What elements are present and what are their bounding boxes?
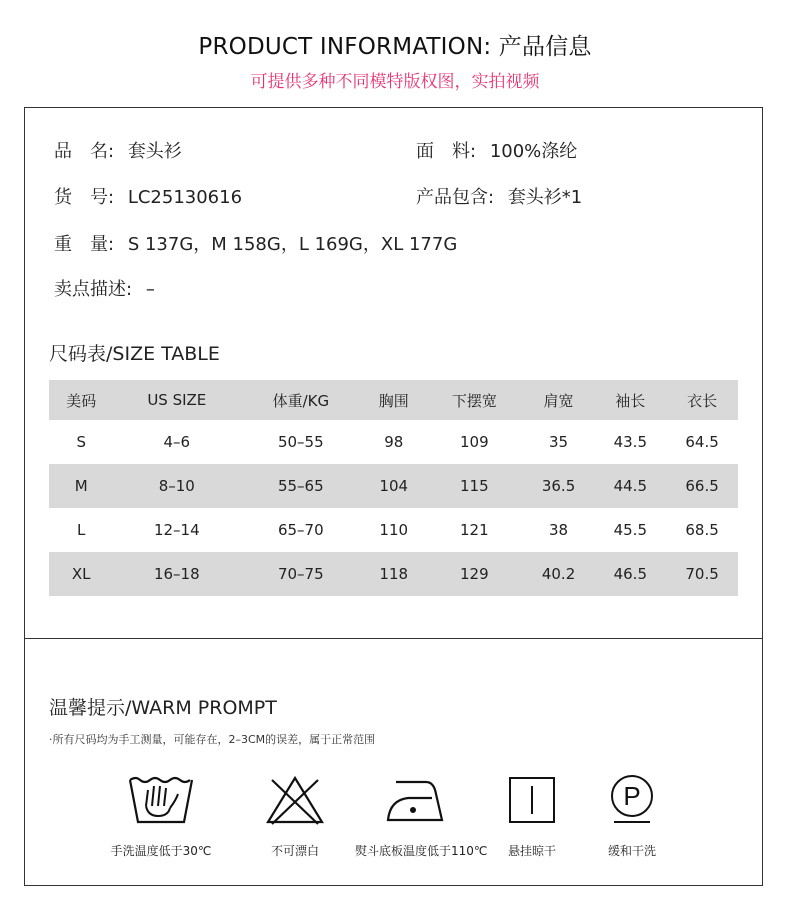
info-description [54,275,155,301]
table-cell: 4–6 [163,433,191,451]
size-table-title: 尺码表/SIZE TABLE [49,343,220,365]
table-cell: 65–70 [277,521,324,539]
table-header-cell: 体重/KG [240,380,361,420]
table-header-cell: 美码 [49,380,113,420]
hang-dry-label: 悬挂晾干 [507,844,556,858]
table-cell: 46.5 [594,552,666,596]
weight-value: S 137G，M 158G，L 169G，XL 177G [127,234,458,255]
table-cell: 70.5 [666,552,738,596]
table-header-row [49,380,738,420]
fabric-label: 面 料: [416,141,477,162]
page-subtitle: 可提供多种不同模特版权图，实拍视频 [250,72,540,92]
package-value: 套头衫*1 [507,187,583,208]
page-title: PRODUCT INFORMATION: 产品信息 [198,34,592,60]
table-cell: 70–75 [240,552,361,596]
table-cell: 109 [460,433,489,451]
table-cell: L [77,521,86,539]
package-label: 产品包含: [416,187,495,208]
sku-label: 货 号: [54,187,115,208]
care-item-hand-wash [101,772,221,859]
section-divider [24,638,763,639]
description-value: – [145,279,155,300]
table-cell: 121 [460,521,489,539]
iron-icon [382,772,448,828]
info-sku [54,183,242,209]
table-cell: 45.5 [613,521,647,539]
care-item-dry-clean [572,772,692,859]
table-cell: 55–65 [240,464,361,508]
table-cell: 35 [549,433,569,451]
dry-clean-label: 缓和干洗 [607,844,656,858]
table-header-cell: 下摆宽 [426,380,523,420]
dry-clean-icon [604,772,660,828]
svg-text:P: P [623,781,641,811]
table-cell: 12–14 [153,521,200,539]
table-cell: 110 [379,521,409,539]
warm-prompt-title: 温馨提示/WARM PROMPT [49,697,277,719]
table-cell: 44.5 [594,464,666,508]
table-cell: 64.5 [685,433,719,451]
hand-wash-label: 手洗温度低于30℃ [110,844,212,858]
care-item-no-bleach [235,772,355,859]
info-weight [54,230,457,256]
weight-label: 重 量: [54,234,115,255]
fabric-value: 100%涤纶 [489,141,578,162]
iron-label: 熨斗底板温度低于110℃ [355,844,488,858]
table-row [49,464,738,508]
table-cell: 43.5 [613,433,647,451]
care-item-iron [355,772,488,859]
name-value: 套头衫 [127,141,182,162]
table-cell: 36.5 [523,464,595,508]
table-row [49,420,738,464]
table-cell: 8–10 [113,464,240,508]
table-cell: XL [49,552,113,596]
info-fabric [416,137,577,163]
no-bleach-icon [262,772,328,828]
table-row [49,552,738,596]
info-package [416,183,582,209]
table-cell: M [49,464,113,508]
table-header-cell: 衣长 [666,380,738,420]
table-cell: 50–55 [277,433,324,451]
table-cell: 129 [426,552,523,596]
table-cell: 68.5 [685,521,719,539]
table-header-cell: 肩宽 [523,380,595,420]
table-cell: 40.2 [523,552,595,596]
warm-prompt-note: ·所有尺码均为手工测量，可能存在，2–3CM的误差，属于正常范围 [49,733,376,746]
description-label: 卖点描述: [54,279,133,300]
table-row [49,508,738,552]
table-cell: S [76,433,86,451]
table-cell: 118 [362,552,426,596]
table-header-cell: 袖长 [594,380,666,420]
hang-dry-icon [504,772,560,828]
table-cell: 16–18 [113,552,240,596]
table-cell: 115 [426,464,523,508]
hand-wash-icon [126,772,196,828]
info-name [54,137,182,163]
table-cell: 66.5 [666,464,738,508]
table-cell: 38 [549,521,569,539]
table-header-cell: US SIZE [113,380,240,420]
sku-value: LC25130616 [127,187,243,208]
name-label: 品 名: [54,141,115,162]
table-cell: 104 [362,464,426,508]
size-table [49,380,738,596]
no-bleach-label: 不可漂白 [270,844,319,858]
table-cell: 98 [384,433,404,451]
table-header-cell: 胸围 [362,380,426,420]
